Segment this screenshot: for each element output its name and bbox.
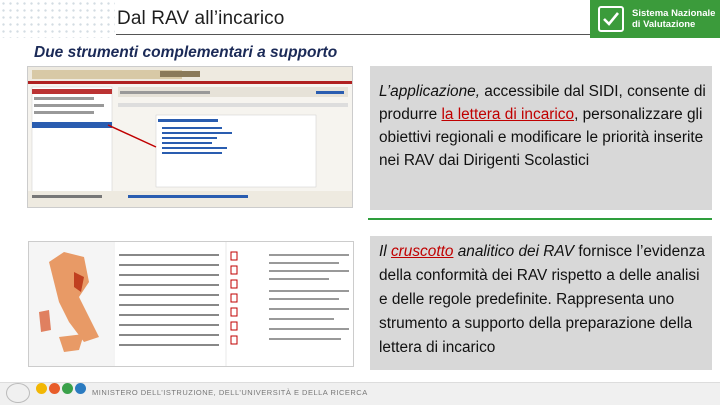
cruscotto-italic-rest: analitico dei RAV [453, 243, 575, 260]
emblem-icon [6, 383, 30, 403]
brand-line1: Sistema Nazionale [632, 8, 716, 19]
sidi-application-screenshot [27, 66, 353, 208]
lettera-incarico-link[interactable]: la lettera di incarico [441, 106, 575, 123]
cruscotto-link[interactable]: cruscotto [390, 243, 454, 260]
section-subtitle: Due strumenti complementari a supporto [34, 44, 338, 61]
application-description [379, 80, 712, 172]
application-term: L’applicazione, [379, 83, 480, 100]
section-divider [368, 218, 712, 220]
cruscotto-screenshot [28, 241, 354, 367]
header-decoration [0, 0, 115, 38]
application-text-1: accessibile dal SIDI, consente di produrre [379, 83, 706, 123]
miur-logo [36, 383, 86, 394]
cruscotto-il: Il [379, 243, 391, 260]
cruscotto-description-box [370, 236, 712, 370]
checkmark-icon [598, 6, 624, 32]
brand-logo [590, 0, 720, 38]
header-rule [116, 34, 591, 35]
application-text-2: , personalizzare gli obiettivi regionali e modificare le priorità inserite nei RAV dai Dirigenti Scolastici [379, 106, 704, 169]
cruscotto-description [379, 240, 712, 360]
application-description-box [370, 66, 712, 210]
cruscotto-text: fornisce l’evidenza della conformità dei RAV rispetto a delle analisi e delle regole predefinite. Rappresenta uno strumento a supporto della preparazione della lettera di incarico [379, 243, 705, 356]
ministry-name: MINISTERO DELL’ISTRUZIONE, DELL’UNIVERSITÀ E DELLA RICERCA [92, 388, 368, 397]
page-title: Dal RAV all’incarico [117, 8, 285, 29]
brand-line2: di Valutazione [632, 19, 696, 30]
